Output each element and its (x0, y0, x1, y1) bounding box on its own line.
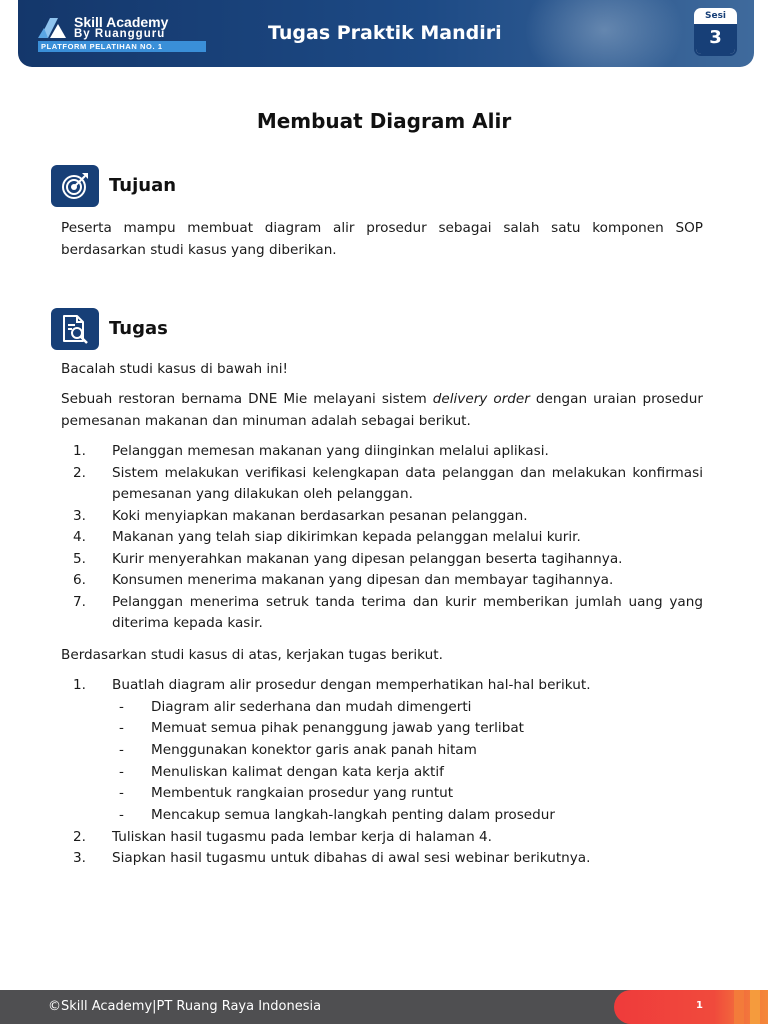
list-item (61, 570, 703, 592)
tujuan-paragraph: Peserta mampu membuat diagram alir prosedur sebagai salah satu komponen SOP berdasarkan studi kasus yang diberikan. (61, 220, 703, 258)
footer-stripe (750, 990, 760, 1024)
list-text: Pelanggan memesan makanan yang diinginkan melalui aplikasi. (112, 443, 549, 459)
logo-mark-icon (38, 16, 68, 40)
list-item (61, 592, 703, 635)
list-text: Koki menyiapkan makanan berdasarkan pesanan pelanggan. (112, 507, 528, 524)
list-item (61, 549, 703, 571)
case-study-paragraph (61, 389, 703, 432)
list-number: 2. (73, 464, 86, 481)
session-badge (694, 8, 737, 56)
subpoint-text: Membentuk rangkaian prosedur yang runtut (151, 785, 454, 802)
document-title: Membuat Diagram Alir (256, 109, 512, 133)
brand-name: Skill Academy (74, 14, 169, 30)
page-number: 1 (696, 1000, 703, 1011)
dash-bullet: - (119, 698, 124, 715)
case-study-text-start: Sebuah restoran bernama DNE Mie melayani sistem (61, 391, 433, 407)
subpoint-text: Diagram alir sederhana dan mudah dimengerti (151, 698, 472, 715)
list-item (61, 827, 703, 849)
dash-bullet: - (119, 807, 124, 824)
target-icon (51, 165, 99, 207)
list-number: 5. (73, 550, 86, 567)
list-item (61, 527, 703, 549)
subpoint-text: Menggunakan konektor garis anak panah hitam (151, 741, 477, 758)
list-text: Pelanggan menerima setruk tanda terima dan kurir memberikan jumlah uang yang diterima kepada kasir. (112, 593, 703, 631)
list-item (61, 463, 703, 506)
task-subpoints (112, 697, 703, 827)
document-search-icon (51, 308, 99, 350)
dash-bullet: - (119, 785, 124, 802)
case-study-text-end: dengan uraian prosedur pemesanan makanan dan minuman adalah sebagai berikut. (61, 391, 703, 429)
list-text: Tuliskan hasil tugasmu pada lembar kerja di halaman 4. (112, 828, 492, 845)
subpoint-item (112, 697, 703, 719)
list-item (61, 441, 703, 463)
task-list (61, 675, 703, 870)
session-label: Sesi (694, 8, 737, 24)
subpoint-text: Mencakup semua langkah-langkah penting dalam prosedur (151, 807, 555, 824)
list-number: 3. (73, 507, 86, 524)
list-text: Siapkan hasil tugasmu untuk dibahas di awal sesi webinar berikutnya. (112, 850, 591, 867)
list-text: Makanan yang telah siap dikirimkan kepada pelanggan melalui kurir. (112, 529, 581, 545)
header-title: Tugas Praktik Mandiri (268, 22, 502, 44)
brand-subname: By Ruangguru (74, 28, 166, 40)
list-item (61, 506, 703, 528)
case-study-emphasis: delivery order (432, 391, 530, 407)
header-banner (18, 0, 754, 67)
section-tujuan-label: Tujuan (109, 175, 177, 196)
procedure-steps-list (61, 441, 703, 635)
section-tugas-label: Tugas (109, 318, 168, 339)
footer-copyright: ©Skill Academy|PT Ruang Raya Indonesia (48, 999, 322, 1014)
subpoint-item (112, 740, 703, 762)
list-number: 7. (73, 593, 86, 610)
list-text: Konsumen menerima makanan yang dipesan dan membayar tagihannya. (112, 572, 614, 588)
session-number: 3 (696, 24, 735, 54)
tugas-intro: Bacalah studi kasus di bawah ini! (61, 361, 289, 377)
list-text: Buatlah diagram alir prosedur dengan memperhatikan hal-hal berikut. (112, 677, 591, 693)
subpoint-item (112, 805, 703, 827)
brand-tagline: PLATFORM PELATIHAN NO. 1 (38, 41, 206, 52)
footer-page-pill (614, 990, 768, 1024)
subpoint-text: Menuliskan kalimat dengan kata kerja aktif (151, 763, 444, 780)
task-instruction: Berdasarkan studi kasus di atas, kerjakan tugas berikut. (61, 647, 443, 663)
list-number: 1. (73, 677, 86, 693)
list-number: 2. (73, 828, 86, 845)
skill-academy-logo (38, 14, 208, 54)
list-text: Sistem melakukan verifikasi kelengkapan data pelanggan dan melakukan konfirmasi pemesanan yang dilakukan oleh pelanggan. (112, 464, 703, 502)
list-number: 6. (73, 572, 86, 588)
dash-bullet: - (119, 763, 124, 780)
dash-bullet: - (119, 720, 124, 737)
subpoint-text: Memuat semua pihak penanggung jawab yang terlibat (151, 720, 524, 737)
subpoint-item (112, 762, 703, 784)
list-item (61, 848, 703, 870)
list-number: 4. (73, 529, 86, 545)
list-item (61, 675, 703, 827)
list-text: Kurir menyerahkan makanan yang dipesan pelanggan beserta tagihannya. (112, 550, 623, 567)
subpoint-item (112, 718, 703, 740)
header-decoration (524, 0, 684, 67)
footer-stripe (734, 990, 744, 1024)
list-number: 3. (73, 850, 86, 867)
subpoint-item (112, 783, 703, 805)
page-footer (0, 990, 768, 1024)
list-number: 1. (73, 443, 86, 459)
dash-bullet: - (119, 741, 124, 758)
